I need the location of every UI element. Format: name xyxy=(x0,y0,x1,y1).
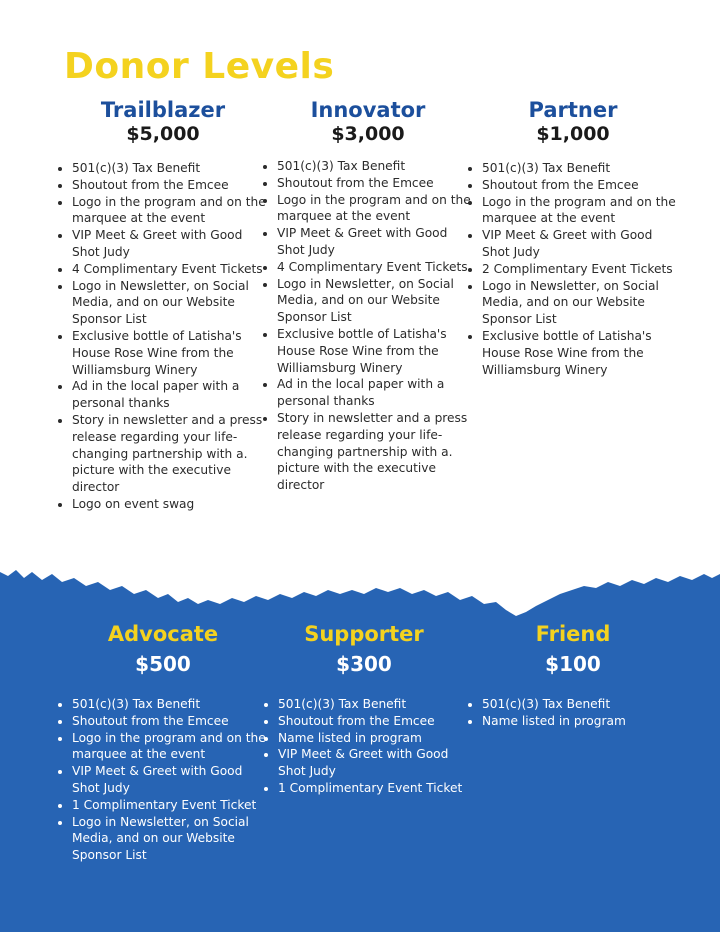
benefit-item: • VIP Meet & Greet with Good Shot Judy xyxy=(72,763,273,797)
benefit-item: • Exclusive bottle of Latisha's House Rose Wine from the Williamsburg Winery xyxy=(482,328,683,378)
benefit-item: • 501(c)(3) Tax Benefit xyxy=(482,160,683,177)
benefit-item: • Story in newsletter and a press release regarding your life-changing partnership with a. picture with the executive director xyxy=(72,412,273,496)
benefit-item: • 501(c)(3) Tax Benefit xyxy=(482,696,683,713)
benefit-item: • VIP Meet & Greet with Good Shot Judy xyxy=(278,746,474,780)
benefit-item: • VIP Meet & Greet with Good Shot Judy xyxy=(277,225,478,259)
benefit-item: • Shoutout from the Emcee xyxy=(72,713,273,730)
tier-name: Trailblazer xyxy=(100,98,226,122)
benefit-item: • Logo in Newsletter, on Social Media, and on our Website Sponsor List xyxy=(72,278,273,328)
benefit-item: • Logo in Newsletter, on Social Media, and on our Website Sponsor List xyxy=(277,276,478,326)
benefit-list xyxy=(53,160,273,513)
benefit-list xyxy=(53,696,273,864)
benefit-item: • 1 Complimentary Event Ticket xyxy=(72,797,273,814)
benefit-list xyxy=(463,696,683,730)
benefit-item: • 501(c)(3) Tax Benefit xyxy=(72,696,273,713)
benefit-item: • 2 Complimentary Event Tickets xyxy=(482,261,683,278)
tier-name: Innovator xyxy=(310,98,426,122)
benefit-item: • Exclusive bottle of Latisha's House Rose Wine from the Williamsburg Winery xyxy=(277,326,478,376)
tier-friend xyxy=(463,622,683,730)
tier-name: Partner xyxy=(528,98,618,122)
benefit-item: • Story in newsletter and a press release regarding your life-changing partnership with a. picture with the executive director xyxy=(277,410,478,494)
benefit-item: • 4 Complimentary Event Tickets xyxy=(277,259,478,276)
benefit-item: • Shoutout from the Emcee xyxy=(277,175,478,192)
benefit-list xyxy=(254,696,474,797)
tier-name: Friend xyxy=(535,622,611,646)
benefit-item: • Logo in Newsletter, on Social Media, and on our Website Sponsor List xyxy=(482,278,683,328)
tier-innovator xyxy=(258,98,478,494)
benefit-item: • 501(c)(3) Tax Benefit xyxy=(278,696,474,713)
benefit-list xyxy=(463,160,683,378)
benefit-item: • 4 Complimentary Event Tickets xyxy=(72,261,273,278)
tier-advocate xyxy=(53,622,273,864)
benefit-item: • Logo in Newsletter, on Social Media, and on our Website Sponsor List xyxy=(72,814,273,864)
benefit-item: • Logo on event swag xyxy=(72,496,273,513)
tier-price: $3,000 xyxy=(331,123,405,145)
benefit-item: • Logo in the program and on the marquee at the event xyxy=(277,192,478,226)
tier-name: Supporter xyxy=(304,622,424,646)
benefit-item: • VIP Meet & Greet with Good Shot Judy xyxy=(72,227,273,261)
tier-price: $500 xyxy=(135,652,191,676)
tier-price: $5,000 xyxy=(126,123,200,145)
benefit-item: • 501(c)(3) Tax Benefit xyxy=(72,160,273,177)
tier-price: $300 xyxy=(336,652,392,676)
tier-partner xyxy=(463,98,683,378)
benefit-item: • Name listed in program xyxy=(482,713,683,730)
benefit-item: • VIP Meet & Greet with Good Shot Judy xyxy=(482,227,683,261)
benefit-item: • Logo in the program and on the marquee at the event xyxy=(72,194,273,228)
benefit-item: • Logo in the program and on the marquee at the event xyxy=(72,730,273,764)
benefit-item: • Ad in the local paper with a personal thanks xyxy=(277,376,478,410)
benefit-item: • Shoutout from the Emcee xyxy=(72,177,273,194)
tier-price: $1,000 xyxy=(536,123,610,145)
benefit-list xyxy=(258,158,478,494)
benefit-item: • 1 Complimentary Event Ticket xyxy=(278,780,474,797)
benefit-item: • Logo in the program and on the marquee at the event xyxy=(482,194,683,228)
benefit-item: • Name listed in program xyxy=(278,730,474,747)
tier-trailblazer xyxy=(53,98,273,513)
benefit-item: • Ad in the local paper with a personal thanks xyxy=(72,378,273,412)
tier-supporter xyxy=(254,622,474,797)
tier-name: Advocate xyxy=(107,622,219,646)
benefit-item: • Exclusive bottle of Latisha's House Rose Wine from the Williamsburg Winery xyxy=(72,328,273,378)
page-title: Donor Levels xyxy=(64,46,335,87)
benefit-item: • Shoutout from the Emcee xyxy=(278,713,474,730)
tier-price: $100 xyxy=(545,652,601,676)
benefit-item: • 501(c)(3) Tax Benefit xyxy=(277,158,478,175)
benefit-item: • Shoutout from the Emcee xyxy=(482,177,683,194)
